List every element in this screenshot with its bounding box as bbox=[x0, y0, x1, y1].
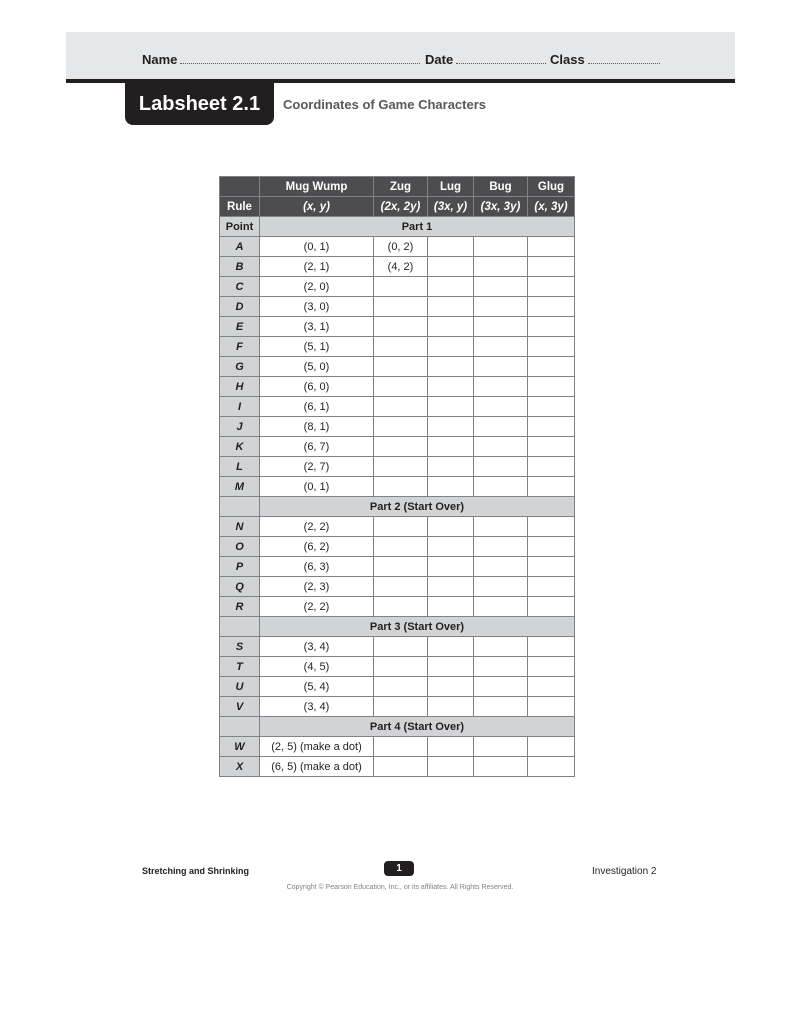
answer-cell[interactable] bbox=[428, 337, 474, 357]
point-label: F bbox=[220, 337, 260, 357]
part-label: Part 4 (Start Over) bbox=[260, 717, 575, 737]
answer-cell[interactable] bbox=[374, 557, 428, 577]
date-label: Date bbox=[425, 52, 454, 67]
given-coordinate-cell: (6, 1) bbox=[260, 397, 374, 417]
point-label: J bbox=[220, 417, 260, 437]
given-coordinate-cell: (2, 2) bbox=[260, 517, 374, 537]
answer-cell[interactable] bbox=[474, 577, 528, 597]
answer-cell[interactable] bbox=[374, 597, 428, 617]
table-row bbox=[220, 657, 575, 677]
point-label: S bbox=[220, 637, 260, 657]
given-coordinate-cell: (2, 1) bbox=[260, 257, 374, 277]
table-row bbox=[220, 557, 575, 577]
table-row bbox=[220, 737, 575, 757]
rule-label: Rule bbox=[220, 197, 260, 217]
answer-cell[interactable] bbox=[474, 537, 528, 557]
answer-cell[interactable] bbox=[428, 317, 474, 337]
answer-cell[interactable] bbox=[428, 657, 474, 677]
answer-cell[interactable] bbox=[528, 357, 575, 377]
given-coordinate-cell: (3, 4) bbox=[260, 637, 374, 657]
answer-cell[interactable] bbox=[528, 757, 575, 777]
answer-cell[interactable] bbox=[374, 517, 428, 537]
table-row bbox=[220, 697, 575, 717]
answer-cell[interactable] bbox=[374, 757, 428, 777]
answer-cell[interactable] bbox=[428, 397, 474, 417]
answer-cell[interactable] bbox=[428, 597, 474, 617]
answer-cell[interactable] bbox=[528, 257, 575, 277]
answer-cell[interactable] bbox=[428, 697, 474, 717]
name-field[interactable] bbox=[142, 52, 420, 67]
name-label: Name bbox=[142, 52, 178, 67]
point-label: U bbox=[220, 677, 260, 697]
answer-cell[interactable] bbox=[374, 377, 428, 397]
answer-cell[interactable] bbox=[528, 317, 575, 337]
table-row bbox=[220, 317, 575, 337]
character-header-row bbox=[220, 177, 575, 197]
answer-cell[interactable] bbox=[428, 357, 474, 377]
answer-cell[interactable] bbox=[428, 457, 474, 477]
answer-cell[interactable] bbox=[474, 457, 528, 477]
given-coordinate-cell: (6, 7) bbox=[260, 437, 374, 457]
date-blank-line bbox=[456, 53, 546, 64]
answer-cell[interactable] bbox=[428, 257, 474, 277]
answer-cell[interactable] bbox=[528, 477, 575, 497]
copyright-notice: Copyright © Pearson Education, Inc., or its affiliates. All Rights Reserved. bbox=[286, 884, 514, 891]
answer-cell[interactable] bbox=[374, 457, 428, 477]
answer-cell[interactable] bbox=[528, 737, 575, 757]
part-header-blank bbox=[220, 617, 260, 637]
coordinates-table bbox=[219, 176, 575, 777]
point-label: A bbox=[220, 237, 260, 257]
answer-cell[interactable] bbox=[428, 417, 474, 437]
answer-cell[interactable] bbox=[428, 277, 474, 297]
answer-cell[interactable] bbox=[528, 277, 575, 297]
answer-cell[interactable] bbox=[474, 417, 528, 437]
point-label: H bbox=[220, 377, 260, 397]
given-coordinate-cell: (4, 5) bbox=[260, 657, 374, 677]
book-title: Stretching and Shrinking bbox=[142, 866, 250, 876]
answer-cell[interactable] bbox=[374, 737, 428, 757]
point-label: R bbox=[220, 597, 260, 617]
answer-cell[interactable] bbox=[528, 577, 575, 597]
answer-cell[interactable] bbox=[474, 597, 528, 617]
table-row bbox=[220, 277, 575, 297]
given-coordinate-cell: (0, 1) bbox=[260, 477, 374, 497]
table-row bbox=[220, 257, 575, 277]
given-coordinate-cell: (2, 5) (make a dot) bbox=[260, 737, 374, 757]
table-row bbox=[220, 397, 575, 417]
answer-cell[interactable] bbox=[528, 637, 575, 657]
answer-cell[interactable] bbox=[528, 297, 575, 317]
class-blank-line bbox=[588, 53, 660, 64]
answer-cell[interactable] bbox=[428, 557, 474, 577]
answer-cell[interactable] bbox=[474, 517, 528, 537]
answer-cell[interactable] bbox=[528, 697, 575, 717]
point-label: I bbox=[220, 397, 260, 417]
answer-cell[interactable] bbox=[474, 657, 528, 677]
given-coordinate-cell: (3, 1) bbox=[260, 317, 374, 337]
table-row bbox=[220, 597, 575, 617]
answer-cell[interactable] bbox=[428, 737, 474, 757]
answer-cell[interactable] bbox=[428, 377, 474, 397]
answer-cell[interactable] bbox=[428, 637, 474, 657]
answer-cell[interactable] bbox=[528, 437, 575, 457]
answer-cell[interactable] bbox=[474, 257, 528, 277]
answer-cell[interactable] bbox=[374, 537, 428, 557]
class-label: Class bbox=[550, 52, 585, 67]
answer-cell[interactable] bbox=[374, 417, 428, 437]
answer-cell[interactable] bbox=[474, 757, 528, 777]
answer-cell[interactable] bbox=[528, 457, 575, 477]
point-label: L bbox=[220, 457, 260, 477]
given-coordinate-cell: (6, 0) bbox=[260, 377, 374, 397]
part-header-row bbox=[220, 717, 575, 737]
answer-cell[interactable] bbox=[474, 637, 528, 657]
answer-cell[interactable] bbox=[528, 517, 575, 537]
answer-cell[interactable] bbox=[374, 337, 428, 357]
table-row bbox=[220, 457, 575, 477]
answer-cell[interactable] bbox=[428, 237, 474, 257]
table-row bbox=[220, 357, 575, 377]
answer-cell[interactable] bbox=[474, 397, 528, 417]
answer-cell[interactable] bbox=[474, 357, 528, 377]
answer-cell[interactable] bbox=[528, 377, 575, 397]
point-label: K bbox=[220, 437, 260, 457]
point-label: B bbox=[220, 257, 260, 277]
point-label: O bbox=[220, 537, 260, 557]
table-row bbox=[220, 237, 575, 257]
answer-cell[interactable] bbox=[528, 337, 575, 357]
page-number: 1 bbox=[384, 861, 414, 876]
answer-cell[interactable] bbox=[528, 537, 575, 557]
table-row bbox=[220, 577, 575, 597]
table-row bbox=[220, 757, 575, 777]
answer-cell[interactable] bbox=[474, 377, 528, 397]
part-header-row bbox=[220, 497, 575, 517]
table-row bbox=[220, 677, 575, 697]
point-label: D bbox=[220, 297, 260, 317]
answer-cell[interactable] bbox=[528, 417, 575, 437]
answer-cell[interactable] bbox=[428, 437, 474, 457]
answer-cell[interactable] bbox=[374, 357, 428, 377]
answer-cell[interactable] bbox=[528, 557, 575, 577]
answer-cell[interactable] bbox=[474, 237, 528, 257]
answer-cell[interactable] bbox=[428, 477, 474, 497]
answer-cell[interactable] bbox=[374, 677, 428, 697]
point-label: M bbox=[220, 477, 260, 497]
class-field[interactable] bbox=[550, 52, 660, 67]
point-label: N bbox=[220, 517, 260, 537]
answer-cell[interactable] bbox=[374, 317, 428, 337]
answer-cell[interactable] bbox=[528, 677, 575, 697]
given-coordinate-cell: (2, 0) bbox=[260, 277, 374, 297]
point-label: C bbox=[220, 277, 260, 297]
answer-cell[interactable] bbox=[428, 517, 474, 537]
answer-cell[interactable] bbox=[528, 657, 575, 677]
table-row bbox=[220, 437, 575, 457]
given-coordinate-cell: (3, 4) bbox=[260, 697, 374, 717]
point-label: T bbox=[220, 657, 260, 677]
table-row bbox=[220, 537, 575, 557]
given-coordinate-cell: (3, 0) bbox=[260, 297, 374, 317]
answer-cell[interactable] bbox=[374, 477, 428, 497]
given-coordinate-cell: (6, 2) bbox=[260, 537, 374, 557]
answer-cell[interactable] bbox=[374, 657, 428, 677]
answer-cell[interactable] bbox=[474, 477, 528, 497]
point-label: P bbox=[220, 557, 260, 577]
answer-cell[interactable] bbox=[474, 437, 528, 457]
answer-cell[interactable] bbox=[374, 697, 428, 717]
point-label: G bbox=[220, 357, 260, 377]
answer-cell[interactable] bbox=[474, 337, 528, 357]
given-coordinate-cell: (8, 1) bbox=[260, 417, 374, 437]
table-row bbox=[220, 477, 575, 497]
point-label: V bbox=[220, 697, 260, 717]
table-row bbox=[220, 417, 575, 437]
given-coordinate-cell: (2, 7) bbox=[260, 457, 374, 477]
point-label: W bbox=[220, 737, 260, 757]
given-coordinate-cell: (2, 2) bbox=[260, 597, 374, 617]
answer-cell[interactable] bbox=[474, 737, 528, 757]
header-mug-wump: Mug Wump bbox=[260, 177, 374, 197]
rule-lug: (3x, y) bbox=[428, 197, 474, 217]
labsheet-title: Labsheet 2.1 bbox=[125, 83, 274, 125]
point-label: E bbox=[220, 317, 260, 337]
part-header-blank bbox=[220, 497, 260, 517]
answer-cell[interactable] bbox=[428, 297, 474, 317]
labsheet-subtitle: Coordinates of Game Characters bbox=[283, 97, 487, 112]
date-field[interactable] bbox=[425, 52, 546, 67]
part-label: Part 2 (Start Over) bbox=[260, 497, 575, 517]
given-coordinate-cell: (5, 4) bbox=[260, 677, 374, 697]
header-corner bbox=[220, 177, 260, 197]
answer-cell[interactable] bbox=[474, 677, 528, 697]
header-band bbox=[66, 32, 735, 83]
answer-cell[interactable] bbox=[528, 597, 575, 617]
answer-cell[interactable] bbox=[474, 697, 528, 717]
point-label: X bbox=[220, 757, 260, 777]
part-label: Part 1 bbox=[260, 217, 575, 237]
part-label: Part 3 (Start Over) bbox=[260, 617, 575, 637]
table-row bbox=[220, 377, 575, 397]
answer-cell[interactable] bbox=[474, 277, 528, 297]
part-header-row bbox=[220, 217, 575, 237]
given-coordinate-cell: (5, 0) bbox=[260, 357, 374, 377]
header-zug: Zug bbox=[374, 177, 428, 197]
answer-cell[interactable] bbox=[374, 437, 428, 457]
given-coordinate-cell: (6, 5) (make a dot) bbox=[260, 757, 374, 777]
name-blank-line bbox=[180, 53, 420, 64]
answer-cell[interactable] bbox=[474, 317, 528, 337]
given-coordinate-cell: (6, 3) bbox=[260, 557, 374, 577]
rule-zug: (2x, 2y) bbox=[374, 197, 428, 217]
given-coordinate-cell: (2, 3) bbox=[260, 577, 374, 597]
point-label: Q bbox=[220, 577, 260, 597]
answer-cell[interactable] bbox=[528, 397, 575, 417]
answer-cell[interactable] bbox=[428, 677, 474, 697]
part-header-row bbox=[220, 617, 575, 637]
answer-cell[interactable]: (0, 2) bbox=[374, 237, 428, 257]
header-lug: Lug bbox=[428, 177, 474, 197]
answer-cell[interactable] bbox=[474, 297, 528, 317]
rule-header-row bbox=[220, 197, 575, 217]
answer-cell[interactable] bbox=[428, 577, 474, 597]
answer-cell[interactable] bbox=[374, 277, 428, 297]
table-row bbox=[220, 637, 575, 657]
answer-cell[interactable] bbox=[374, 297, 428, 317]
answer-cell[interactable] bbox=[528, 237, 575, 257]
table-row bbox=[220, 337, 575, 357]
part-header-blank bbox=[220, 717, 260, 737]
given-coordinate-cell: (0, 1) bbox=[260, 237, 374, 257]
header-glug: Glug bbox=[528, 177, 575, 197]
investigation-label: Investigation 2 bbox=[592, 866, 657, 877]
rule-bug: (3x, 3y) bbox=[474, 197, 528, 217]
table-row bbox=[220, 517, 575, 537]
table-row bbox=[220, 297, 575, 317]
header-bug: Bug bbox=[474, 177, 528, 197]
point-column-label: Point bbox=[220, 217, 260, 237]
answer-cell[interactable] bbox=[428, 537, 474, 557]
answer-cell[interactable]: (4, 2) bbox=[374, 257, 428, 277]
answer-cell[interactable] bbox=[374, 397, 428, 417]
rule-glug: (x, 3y) bbox=[528, 197, 575, 217]
given-coordinate-cell: (5, 1) bbox=[260, 337, 374, 357]
answer-cell[interactable] bbox=[428, 757, 474, 777]
answer-cell[interactable] bbox=[374, 577, 428, 597]
answer-cell[interactable] bbox=[474, 557, 528, 577]
rule-mug-wump: (x, y) bbox=[260, 197, 374, 217]
answer-cell[interactable] bbox=[374, 637, 428, 657]
